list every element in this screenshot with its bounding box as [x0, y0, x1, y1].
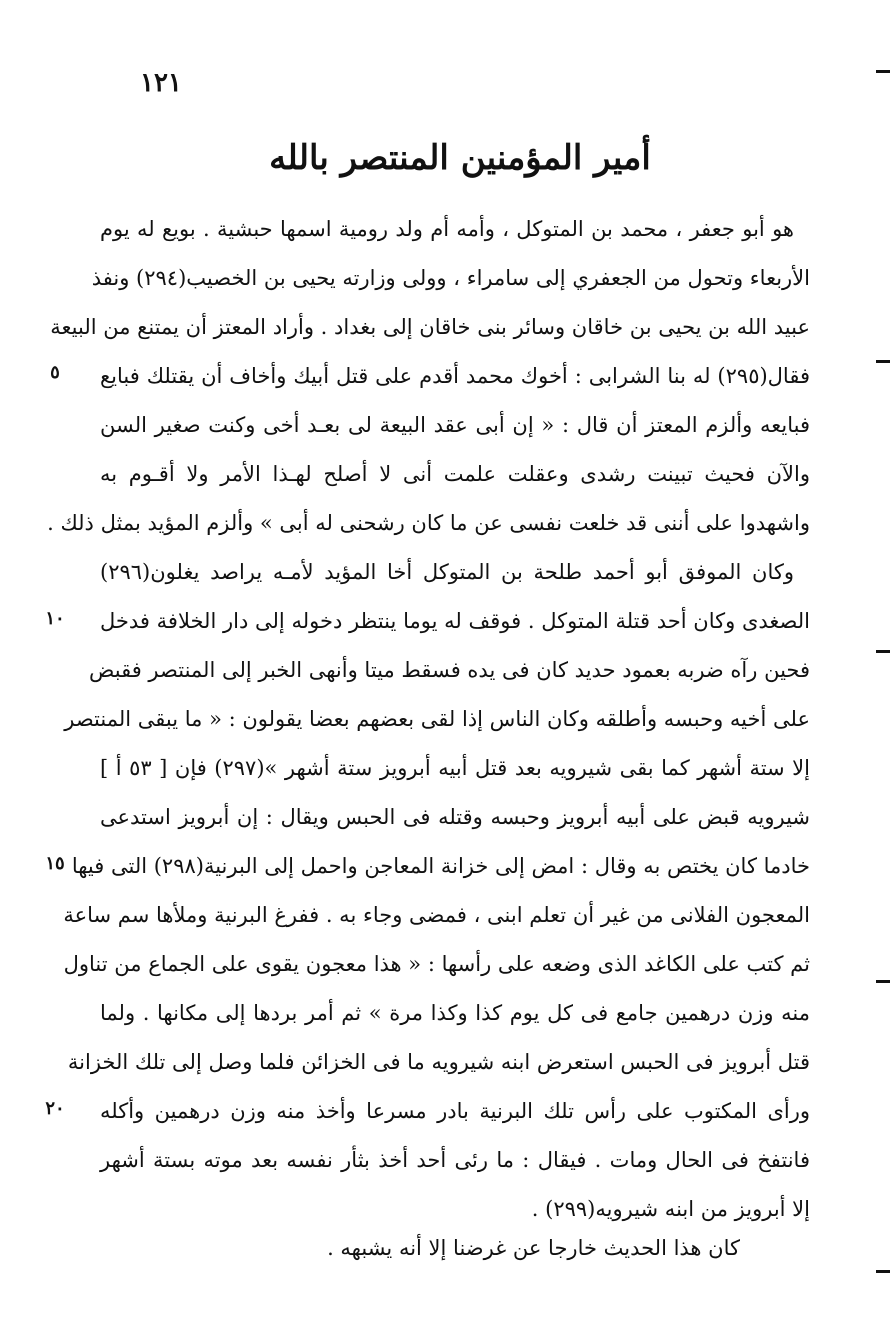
text-line: فانتفخ فى الحال ومات . فيقال : ما رئى أحد أخذ بثأر نفسه بعد موته بستة أشهر: [100, 1148, 810, 1172]
closing-line: كان هذا الحديث خارجا عن غرضنا إلا أنه يشبهه .: [327, 1236, 740, 1260]
text-line: وكان الموفق أبو أحمد طلحة بن المتوكل أخا المؤيد لأمـه يراصد يغلون(٢٩٦): [100, 560, 794, 584]
text-line: الصغدى وكان أحد قتلة المتوكل . فوقف له يوما ينتظر دخوله إلى دار الخلافة فدخل: [100, 609, 810, 633]
text-line: فحين رآه ضربه بعمود حديد كان فى يده فسقط ميتا وأنهى الخبر إلى المنتصر فقبض: [89, 658, 810, 682]
line-number-20: ٢٠: [45, 1098, 65, 1119]
text-line: إلا أبرويز من ابنه شيرويه(٢٩٩) .: [531, 1197, 810, 1221]
text-line: ورأى المكتوب على رأس تلك البرنية بادر مسرعا وأخذ منه وزن درهمين وأكله: [100, 1099, 810, 1123]
margin-tick-mark: [876, 650, 890, 653]
line-number-5: ٥: [50, 362, 60, 383]
text-line: إلا ستة أشهر كما بقى شيرويه بعد قتل أبيه أبرويز ستة أشهر »(٢٩٧) فإن [ ٥٣ أ ]: [100, 756, 810, 780]
chapter-title: أمير المؤمنين المنتصر بالله: [269, 138, 651, 178]
text-line: قتل أبرويز فى الحبس استعرض ابنه شيرويه ما فى الخزائن فلما وصل إلى تلك الخزانة: [67, 1050, 810, 1074]
text-line: الأربعاء وتحول من الجعفري إلى سامراء ، وولى وزارته يحيى بن الخصيب(٢٩٤) ونفذ: [91, 266, 810, 290]
text-line: واشهدوا على أننى قد خلعت نفسى عن ما كان رشحنى له أبى » وألزم المؤيد بمثل ذلك .: [47, 511, 810, 535]
text-line: ثم كتب على الكاغد الذى وضعه على رأسها : « هذا معجون يقوى على الجماع من تناول: [63, 952, 810, 976]
text-line: عبيد الله بن يحيى بن خاقان وسائر بنى خاقان إلى بغداد . وأراد المعتز أن يمتنع من البيعة: [50, 315, 810, 339]
margin-tick-mark: [876, 1270, 890, 1273]
text-line: والآن فحيث تبينت رشدى وعقلت علمت أنى لا أصلح لهـذا الأمر ولا أقـوم به: [100, 462, 810, 486]
line-number-10: ١٠: [45, 608, 65, 629]
text-line: خادما كان يختص به وقال : امض إلى خزانة المعاجن واحمل إلى البرنية(٢٩٨) التى فيها: [71, 854, 810, 878]
text-line: على أخيه وحبسه وأطلقه وكان الناس إذا لقى بعضهم بعضا يقولون : « ما يبقى المنتصر: [64, 707, 810, 731]
text-line: هو أبو جعفر ، محمد بن المتوكل ، وأمه أم ولد رومية اسمها حبشية . بويع له يوم: [100, 217, 794, 241]
text-line: شيرويه قبض على أبيه أبرويز وحبسه وقتله فى الحبس ويقال : إن أبرويز استدعى: [100, 805, 810, 829]
line-number-15: ١٥: [45, 853, 65, 874]
margin-tick-mark: [876, 70, 890, 73]
page-number: ١٢١: [140, 68, 182, 98]
margin-tick-mark: [876, 980, 890, 983]
text-line: فقال(٢٩٥) له بنا الشرابى : أخوك محمد أقدم على قتل أبيك وأخاف أن يقتلك فبايع: [100, 364, 810, 388]
text-line: منه وزن درهمين جامع فى كل يوم كذا وكذا مرة » ثم أمر بردها إلى مكانها . ولما: [100, 1001, 810, 1025]
margin-tick-mark: [876, 360, 890, 363]
text-line: فبايعه وألزم المعتز أن قال : « إن أبى عقد البيعة لى بعـد أخى وكنت صغير السن: [100, 413, 810, 437]
text-line: المعجون الفلانى من غير أن تعلم ابنى ، فمضى وجاء به . ففرغ البرنية وملأها سم ساعة: [63, 903, 810, 927]
